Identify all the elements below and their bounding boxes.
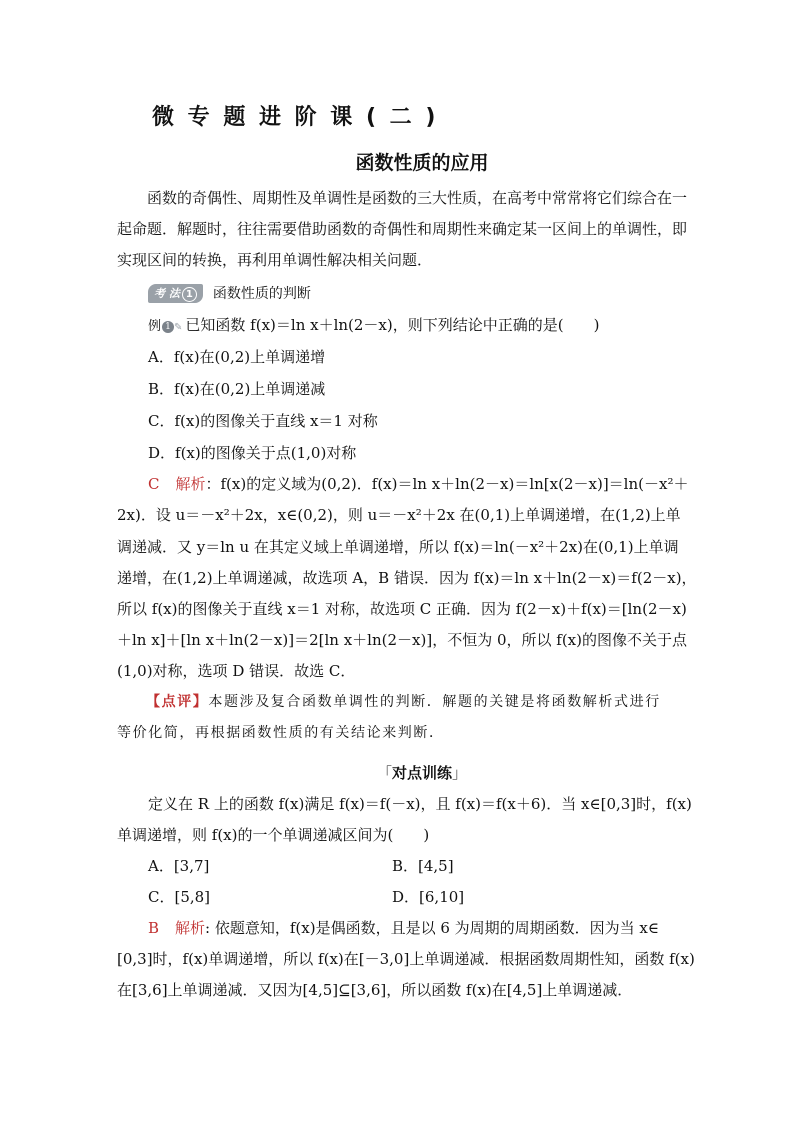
training-option-a: A．[3,7] [148, 857, 210, 875]
example-analysis-line-3: 调递减．又 y＝ln u 在其定义域上单调递增，所以 f(x)＝ln(－x²＋2x)在(0,1)上单调 [117, 538, 679, 556]
example-analysis-label: 解析 [175, 475, 206, 493]
training-heading: 「对点训练」 [376, 764, 468, 782]
training-analysis-line-3: 在[3,6]上单调递减．又因为[4,5]⊆[3,6]，所以函数 f(x)在[4,5]上单调递减． [117, 981, 633, 999]
example-analysis-line-4: 递增，在(1,2)上单调递减，故选项 A，B 错误．因为 f(x)＝ln x＋ln(2－x)＝f(2－x)， [117, 569, 697, 587]
example-analysis-line-5: 所以 f(x)的图像关于直线 x＝1 对称，故选项 C 正确．因为 f(2－x)＋f(x)＝[ln(2－x) [117, 600, 687, 618]
training-analysis-line-1: B 解析: 依题意知，f(x)是偶函数，且是以 6 为周期的周期函数．因为当 x∈ [148, 919, 659, 937]
example-answer: C [148, 475, 160, 493]
page-subtitle: 函数性质的应用 [355, 152, 489, 174]
training-option-b: B．[4,5] [392, 857, 454, 875]
example-option-d: D．f(x)的图像关于点(1,0)对称 [148, 444, 357, 462]
topic-heading [148, 283, 311, 303]
comment-tag: 【点评】 [146, 694, 209, 710]
example-option-b: B．f(x)在(0,2)上单调递减 [148, 380, 326, 398]
training-question-line-2: 单调递增，则 f(x)的一个单调递减区间为( ) [117, 826, 430, 844]
example-analysis-line-2: 2x)．设 u＝－x²＋2x，x∈(0,2)，则 u＝－x²＋2x 在(0,1)上单调递增，在(1,2)上单 [117, 506, 681, 524]
training-answer: B [148, 919, 160, 937]
intro-paragraph: 函数的奇偶性、周期性及单调性是函数的三大性质，在高考中常常将它们综合在一起命题．解题时，往往需要借助函数的奇偶性和周期性来确定某一区间上的单调性，即实现区间的转换，再利用单调性解决相关问题． [117, 189, 688, 269]
training-analysis-label: 解析 [175, 919, 206, 937]
topic-heading-text: 函数性质的判断 [212, 286, 311, 302]
topic-badge: 考 法 1 [148, 284, 203, 303]
example-question: 例 1 ✎ 已知函数 f(x)＝ln x＋ln(2－x)，则下列结论中正确的是( ) [148, 316, 600, 334]
training-option-d: D．[6,10] [392, 888, 465, 906]
example-analysis-line-1: C 解析：f(x)的定义域为(0,2)．f(x)＝ln x＋ln(2－x)＝ln[x(2－x)]＝ln(－x²＋ [148, 475, 689, 493]
example-question-text: 已知函数 f(x)＝ln x＋ln(2－x)，则下列结论中正确的是( ) [185, 316, 600, 334]
example-option-c: C．f(x)的图像关于直线 x＝1 对称 [148, 412, 378, 430]
comment-line-2: 等价化简，再根据函数性质的有关结论来判断． [117, 725, 445, 741]
page-title: 微 专 题 进 阶 课 ( 二 ) [152, 105, 439, 130]
training-option-c: C．[5,8] [148, 888, 211, 906]
pen-icon: ✎ [174, 322, 183, 333]
example-analysis-line-6: ＋ln x]＋[ln x＋ln(2－x)]＝2[ln x＋ln(2－x)]，不恒为 0，所以 f(x)的图像不关于点 [117, 631, 687, 649]
comment-line-1: 【点评】本题涉及复合函数单调性的判断．解题的关键是将函数解析式进行 [146, 694, 661, 710]
training-question-line-1: 定义在 R 上的函数 f(x)满足 f(x)＝f(－x)，且 f(x)＝f(x＋6)．当 x∈[0,3]时，f(x) [148, 795, 692, 813]
training-analysis-line-2: [0,3]时，f(x)单调递增，所以 f(x)在[－3,0]上单调递减．根据函数周期性知，函数 f(x) [117, 950, 695, 968]
example-analysis-line-7: (1,0)对称，选项 D 错误．故选 C． [117, 662, 356, 680]
example-number-badge: 1 [162, 321, 174, 333]
example-option-a: A．f(x)在(0,2)上单调递增 [148, 348, 326, 366]
